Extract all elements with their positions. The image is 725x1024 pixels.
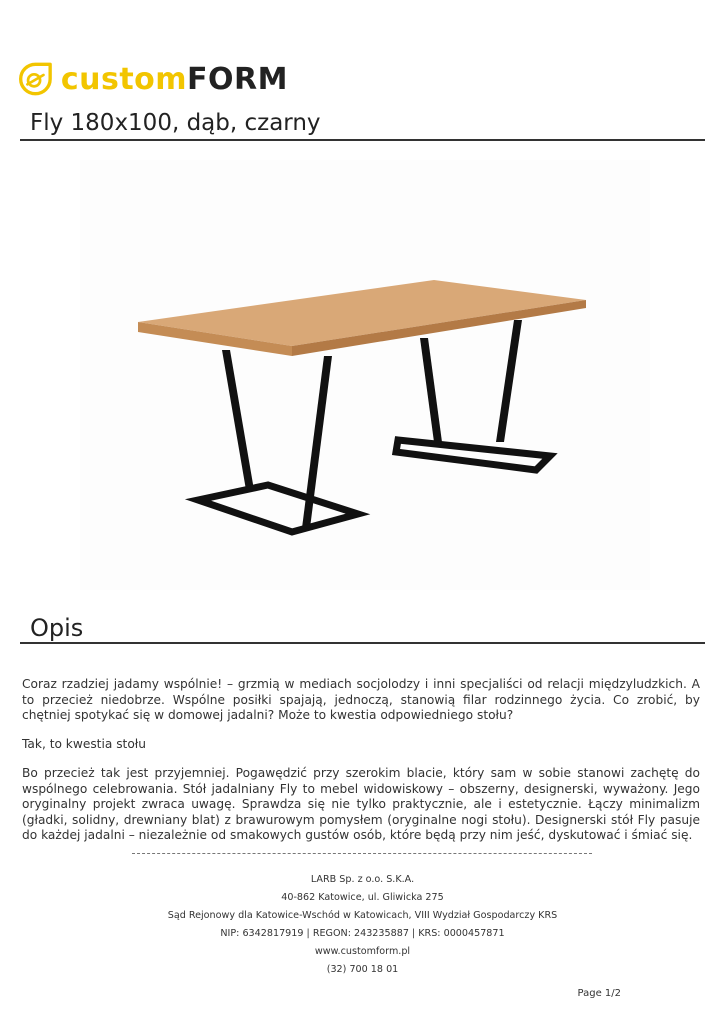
footer-phone: (32) 700 18 01: [326, 964, 399, 975]
footer-ids: NIP: 6342817919 | REGON: 243235887 | KRS: 0000457871: [220, 928, 505, 939]
description-paragraph: Bo przecież tak jest przyjemniej. Pogawędzić przy szerokim blacie, który sam w sobie stanowi zachętę do wspólnego celebrowania. Stół jadalniany Fly to mebel widowiskowy – obszerny, designerski, wyważony. Jego oryginalny projekt zwraca uwagę. Sprawdza się nie tylko praktycznie, ale i estetycznie. Łączy minimalizm (gładki, solidny, drewniany blat) z brawurowym pomysłem (oryginalne nogi stołu). Designerski stół Fly pasuje do każdej jadalni – niezależnie od smakowych gustów osób, które będą przy nim jeść, dyskutować i śmiać się.: [22, 766, 700, 842]
title-divider: [20, 139, 705, 141]
section-divider: [20, 642, 705, 644]
footer-address: 40-862 Katowice, ul. Gliwicka 275: [281, 892, 444, 903]
footer-website[interactable]: www.customform.pl: [314, 946, 411, 957]
product-image: [80, 160, 650, 590]
footer-separator: [132, 853, 592, 854]
logo-text-custom: custom: [60, 61, 188, 97]
product-title: Fly 180x100, dąb, czarny: [30, 110, 321, 136]
footer-court: Sąd Rejonowy dla Katowice-Wschód w Katowicach, VIII Wydział Gospodarczy KRS: [167, 910, 558, 921]
description-paragraph: Coraz rzadziej jadamy wspólnie! – grzmią w mediach socjolodzy i inni specjaliści od relacji międzyludzkich. A to przecież niedobrze. Wspólne posiłki spajają, jednoczą, stanowią filar rodzinnego życia. Co zrobić, by chętniej spotykać się w domowej jadalni? Może to kwestia odpowiedniego stołu?: [22, 677, 700, 722]
brand-logo: [18, 50, 288, 108]
footer-company: LARB Sp. z o.o. S.K.A.: [310, 874, 415, 885]
logo-text-form: FORM: [187, 61, 288, 97]
page-number: Page 1/2: [577, 988, 621, 999]
description-subheading: Tak, to kwestia stołu: [22, 737, 146, 751]
description-heading: Opis: [30, 614, 84, 642]
logo-wordmark: [61, 62, 288, 97]
table-illustration: [80, 160, 650, 590]
logo-icon: [18, 53, 53, 105]
